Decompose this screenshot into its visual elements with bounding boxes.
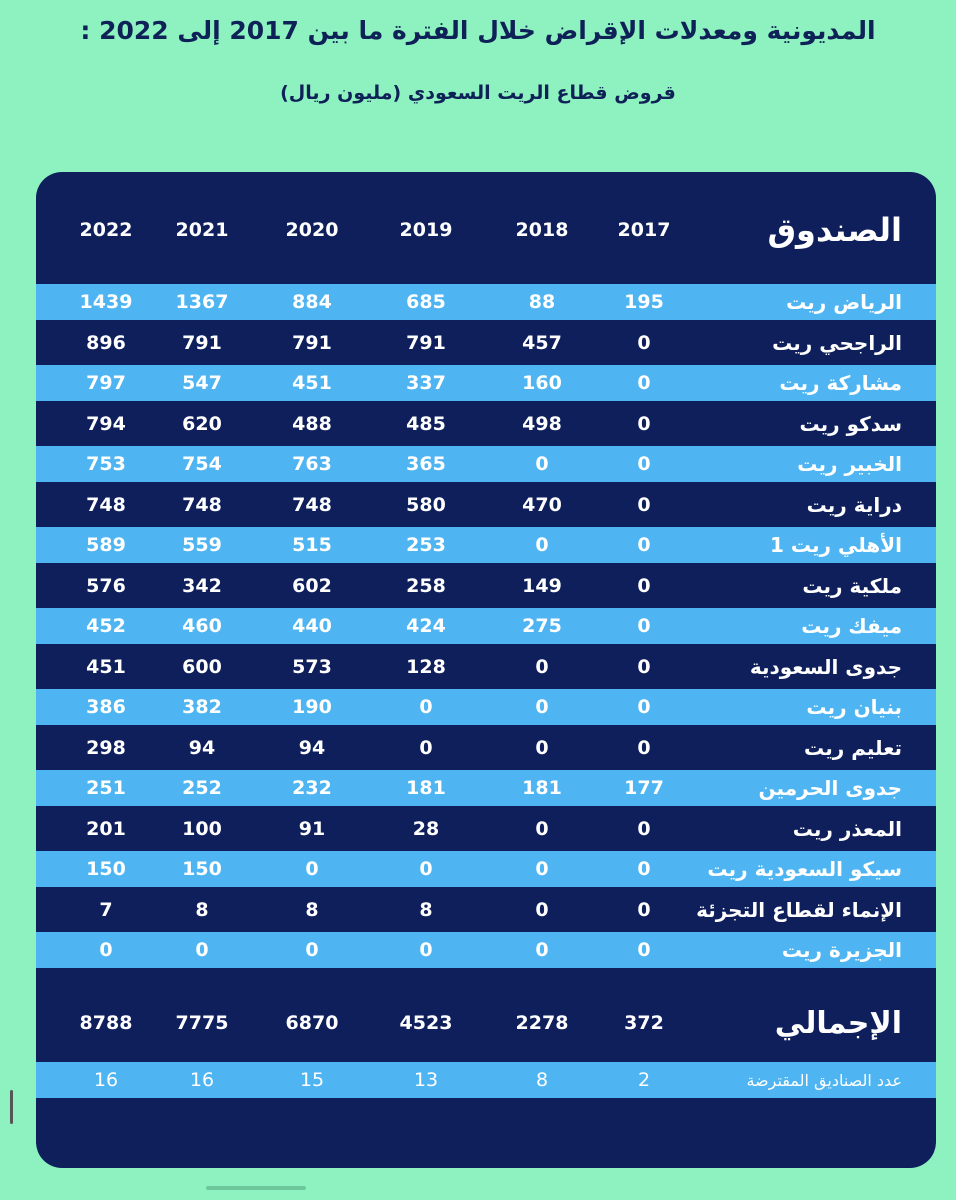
value-cell: 91 [298,817,326,840]
fund-name: الأهلي ريت 1 [769,533,902,557]
table-row [36,365,936,401]
total-row [36,998,936,1048]
value-cell: 488 [292,412,332,435]
value-cell: 452 [86,615,126,637]
value-cell: 342 [182,574,222,597]
value-cell: 884 [292,291,332,313]
table-header-row [36,200,936,260]
table-row [36,527,936,563]
page-title: المديونية ومعدلات الإقراض خلال الفترة ما بين 2017 إلى 2022 : [80,16,876,45]
table-row [36,608,936,644]
value-cell: 337 [406,372,446,394]
table-row [36,487,936,523]
value-cell: 753 [86,453,126,475]
value-cell: 94 [298,736,326,759]
value-cell: 0 [637,615,651,637]
fund-name: الخبير ريت [797,452,902,476]
value-cell: 763 [292,453,332,475]
value-cell: 88 [528,291,556,313]
value-cell: 2278 [515,1012,569,1034]
value-cell: 794 [86,412,126,435]
table-row [36,406,936,442]
value-cell: 0 [99,939,113,961]
value-cell: 8 [535,1069,549,1091]
value-cell: 0 [637,696,651,718]
value-cell: 252 [182,777,222,799]
fund-name: ملكية ريت [802,573,902,598]
value-cell: 195 [624,291,664,313]
fund-name: بنيان ريت [806,695,902,719]
value-cell: 0 [535,939,549,961]
table-row [36,851,936,887]
value-cell: 0 [637,817,651,840]
value-cell: 0 [637,453,651,475]
value-cell: 16 [189,1069,215,1091]
value-cell: 0 [535,817,549,840]
value-cell: 0 [637,655,651,678]
value-cell: 0 [535,898,549,921]
table-row [36,932,936,968]
value-cell: 457 [522,331,562,354]
value-cell: 298 [86,736,126,759]
value-cell: 16 [93,1069,119,1091]
value-cell: 460 [182,615,222,637]
value-cell: 8 [195,898,209,921]
value-cell: 0 [419,696,433,718]
table-row [36,811,936,847]
value-cell: 251 [86,777,126,799]
value-cell: 602 [292,574,332,597]
value-cell: 15 [299,1069,325,1091]
value-cell: 791 [182,331,222,354]
value-cell: 896 [86,331,126,354]
fund-name: مشاركة ريت [779,371,902,395]
value-cell: 2 [637,1069,651,1091]
fund-name: ميفك ريت [801,614,902,638]
value-cell: 177 [624,777,664,799]
value-cell: 160 [522,372,562,394]
value-cell: 620 [182,412,222,435]
value-cell: 440 [292,615,332,637]
value-cell: 1439 [79,291,133,313]
value-cell: 365 [406,453,446,475]
value-cell: 748 [86,493,126,516]
fund-name: تعليم ريت [804,735,902,760]
value-cell: 94 [188,736,216,759]
value-cell: 754 [182,453,222,475]
value-cell: 0 [637,858,651,880]
table-row [36,568,936,604]
value-cell: 0 [535,736,549,759]
table-row [36,892,936,928]
value-cell: 685 [406,291,446,313]
value-cell: 149 [522,574,562,597]
fund-name: المعذر ريت [792,816,902,841]
count-row [36,1062,936,1098]
fund-name: جدوى الحرمين [758,776,902,800]
value-cell: 0 [419,939,433,961]
value-cell: 791 [406,331,446,354]
year-header: 2020 [285,219,339,241]
value-cell: 0 [637,534,651,556]
value-cell: 0 [637,412,651,435]
fund-name: جدوى السعودية [749,654,902,679]
value-cell: 4523 [399,1012,453,1034]
value-cell: 451 [292,372,332,394]
value-cell: 181 [406,777,446,799]
year-header: 2017 [617,219,671,241]
table-row [36,284,936,320]
value-cell: 386 [86,696,126,718]
value-cell: 748 [292,493,332,516]
value-cell: 580 [406,493,446,516]
value-cell: 0 [535,453,549,475]
value-cell: 275 [522,615,562,637]
value-cell: 7 [99,898,113,921]
fund-column-header: الصندوق [767,211,902,249]
value-cell: 451 [86,655,126,678]
fund-name: الرياض ريت [786,290,902,314]
value-cell: 0 [637,331,651,354]
table-row [36,770,936,806]
value-cell: 0 [419,858,433,880]
year-header: 2019 [399,219,453,241]
value-cell: 0 [637,939,651,961]
value-cell: 470 [522,493,562,516]
home-indicator [206,1186,306,1190]
table-panel [36,172,936,1168]
value-cell: 748 [182,493,222,516]
value-cell: 547 [182,372,222,394]
year-header: 2021 [175,219,229,241]
value-cell: 382 [182,696,222,718]
table-row [36,689,936,725]
value-cell: 0 [535,534,549,556]
value-cell: 100 [182,817,222,840]
year-header: 2022 [79,219,133,241]
value-cell: 485 [406,412,446,435]
value-cell: 0 [637,493,651,516]
scroll-indicator [10,1090,13,1124]
value-cell: 0 [637,574,651,597]
value-cell: 258 [406,574,446,597]
value-cell: 424 [406,615,446,637]
value-cell: 372 [624,1012,664,1034]
value-cell: 0 [637,898,651,921]
table-row [36,730,936,766]
value-cell: 201 [86,817,126,840]
fund-name: الراجحي ريت [772,330,902,355]
value-cell: 253 [406,534,446,556]
value-cell: 576 [86,574,126,597]
table-row [36,325,936,361]
value-cell: 28 [412,817,440,840]
fund-name: سدكو ريت [799,411,902,436]
value-cell: 0 [535,655,549,678]
value-cell: 0 [195,939,209,961]
value-cell: 0 [305,858,319,880]
value-cell: 797 [86,372,126,394]
value-cell: 1367 [175,291,229,313]
value-cell: 600 [182,655,222,678]
value-cell: 0 [305,939,319,961]
value-cell: 791 [292,331,332,354]
value-cell: 181 [522,777,562,799]
value-cell: 8 [419,898,433,921]
value-cell: 190 [292,696,332,718]
value-cell: 0 [637,372,651,394]
value-cell: 573 [292,655,332,678]
page-subtitle: قروض قطاع الريت السعودي (مليون ريال) [280,82,676,104]
value-cell: 6870 [285,1012,339,1034]
value-cell: 0 [419,736,433,759]
value-cell: 232 [292,777,332,799]
value-cell: 8 [305,898,319,921]
value-cell: 0 [535,858,549,880]
value-cell: 150 [182,858,222,880]
value-cell: 7775 [175,1012,229,1034]
value-cell: 13 [413,1069,439,1091]
value-cell: 0 [637,736,651,759]
year-header: 2018 [515,219,569,241]
value-cell: 150 [86,858,126,880]
value-cell: 559 [182,534,222,556]
value-cell: 0 [535,696,549,718]
value-cell: 128 [406,655,446,678]
fund-name: دراية ريت [806,492,902,517]
value-cell: 515 [292,534,332,556]
value-cell: 498 [522,412,562,435]
value-cell: 589 [86,534,126,556]
fund-name: سيكو السعودية ريت [707,857,902,881]
table-row [36,649,936,685]
table-row [36,446,936,482]
fund-name: الإجمالي [774,1005,902,1041]
fund-name: عدد الصناديق المقترضة [746,1070,902,1090]
fund-name: الجزيرة ريت [781,938,902,962]
value-cell: 8788 [79,1012,133,1034]
fund-name: الإنماء لقطاع التجزئة [696,897,902,922]
